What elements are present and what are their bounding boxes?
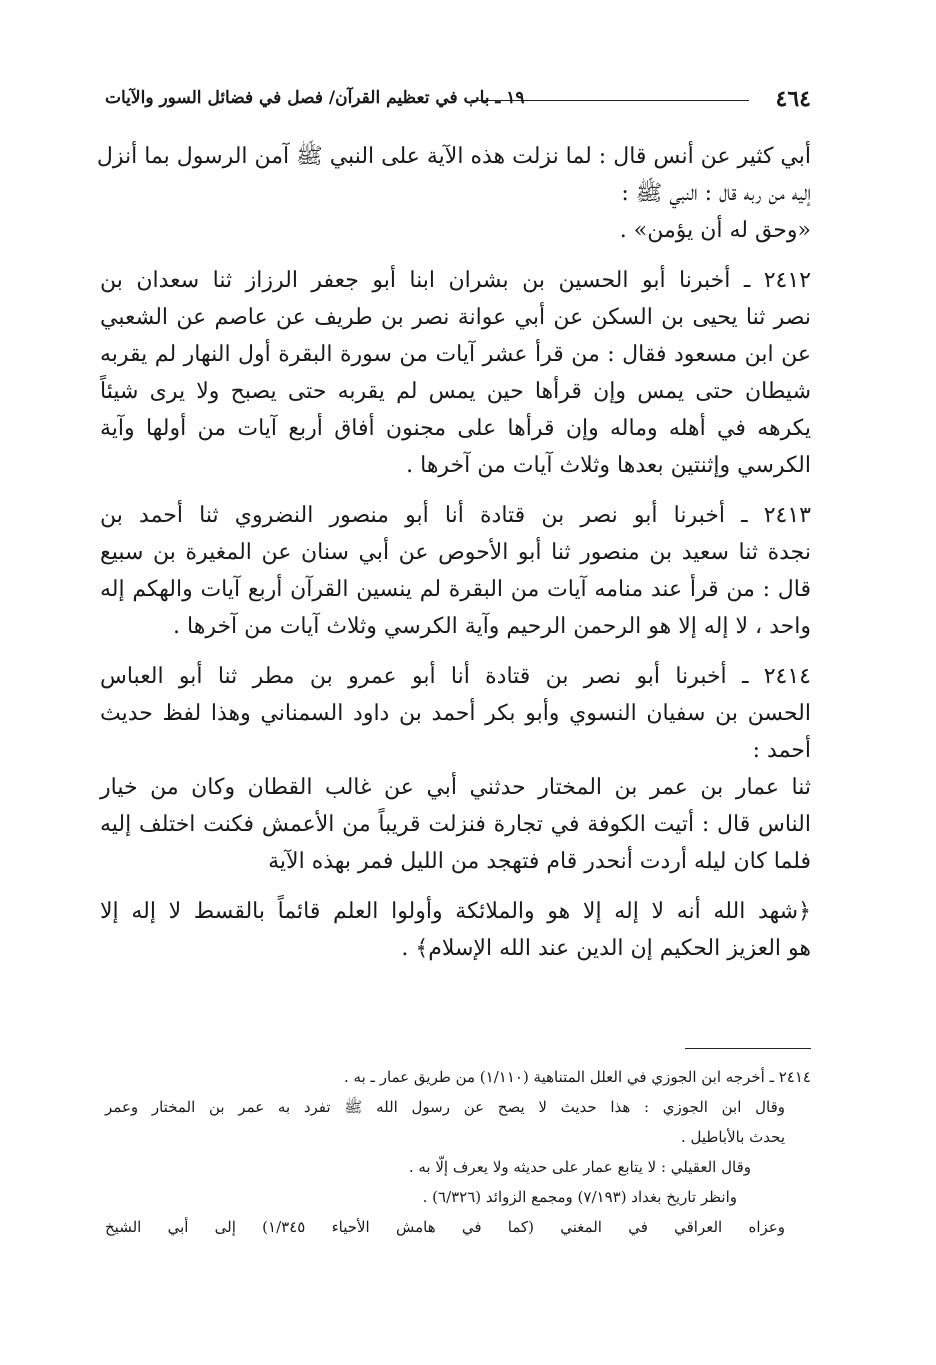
text-line: الكرسي وإثنتين بعدها وثلاث آيات من آخرها . bbox=[406, 453, 811, 478]
footnote-line: وقال العقيلي : لا يتابع عمار على حديثه ولا يعرف إلّا به . bbox=[408, 1158, 751, 1176]
text-line: ثنا عمار بن عمر بن المختار حدثني أبي عن غالب القطان وكان من خيار bbox=[100, 775, 811, 800]
text-line: يكرهه في أهله وماله وإن قرأها على مجنون أفاق أربع آيات من أولها وآية bbox=[100, 416, 811, 441]
quran-verse-line: ﴿شهد الله أنه لا إله إلا هو والملائكة وأولوا العلم قائماً بالقسط لا إله إلا bbox=[100, 899, 811, 924]
text-line: ٢٤١٢ ـ أخبرنا أبو الحسين بن بشران ابنا أبو جعفر الرزاز ثنا سعدان بن bbox=[100, 268, 811, 293]
text-line: شيطان حتى يمس وإن قرأها حين يمس لم يقربه حتى يصبح ولا يرى شيئاً bbox=[100, 379, 811, 404]
footnote-line: وعزاه العراقي في المغني (كما في هامش الأحياء ١/٣٤٥) إلى أبي الشيخ bbox=[105, 1218, 785, 1236]
text-line: نجدة ثنا سعيد بن منصور ثنا أبو الأحوص عن أبي سنان عن المغيرة بن سبيع bbox=[100, 540, 811, 565]
text-line: واحد ، لا إله إلا هو الرحمن الرحيم وآية الكرسي وثلاث آيات من آخرها . bbox=[173, 614, 811, 639]
text-line: الحسن بن سفيان النسوي وأبو بكر أحمد بن داود السمناني وهذا لفظ حديث bbox=[100, 701, 811, 726]
running-title: ١٩ ـ باب في تعظيم القرآن/ فصل في فضائل السور والآيات bbox=[105, 88, 525, 108]
text-line: فلما كان ليله أردت أنحدر قام فتهجد من الليل فمر بهذه الآية bbox=[268, 849, 811, 874]
quran-verse-line: هو العزيز الحكيم إن الدين عند الله الإسلام﴾ . bbox=[401, 936, 811, 961]
page-number: ٤٦٤ bbox=[775, 86, 811, 112]
footnote-line: يحدث بالأباطيل . bbox=[680, 1128, 785, 1146]
text-line: عن ابن مسعود فقال : من قرأ عشر آيات من سورة البقرة أول النهار لم يقربه bbox=[100, 342, 811, 367]
text-line: الناس قال : أتيت الكوفة في تجارة فنزلت قريباً من الأعمش فكنت اختلف إليه bbox=[100, 812, 811, 837]
text-line: ٢٤١٤ ـ أخبرنا أبو نصر بن قتادة أنا أبو عمرو بن مطر ثنا أبو العباس bbox=[100, 664, 811, 689]
footnote-rule bbox=[685, 1048, 811, 1049]
text-line: نصر ثنا يحيى بن السكن عن أبي عوانة نصر بن طريف عن عاصم عن الشعبي bbox=[100, 305, 811, 330]
page-header bbox=[105, 86, 811, 116]
text-line: إليه من ربه قال : النبي ﷺ : bbox=[621, 181, 811, 206]
footnotes bbox=[105, 1062, 811, 1242]
footnote-line: ٢٤١٤ ـ أخرجه ابن الجوزي في العلل المتناهية (١/١١٠) من طريق عمار ـ به . bbox=[344, 1068, 811, 1086]
text-line: «وحق له أن يؤمن» . bbox=[619, 218, 811, 243]
text-line: أبي كثير عن أنس قال : لما نزلت هذه الآية على النبي ﷺ آمن الرسول بما أنزل bbox=[96, 144, 811, 169]
text-line: ٢٤١٣ ـ أخبرنا أبو نصر بن قتادة أنا أبو منصور النضروي ثنا أحمد بن bbox=[100, 503, 811, 528]
footnote-line: وقال ابن الجوزي : هذا حديث لا يصح عن رسول الله ﷺ تفرد به عمر بن المختار وعمر bbox=[105, 1098, 785, 1116]
main-text bbox=[96, 138, 811, 967]
text-line: قال : من قرأ عند منامه آيات من البقرة لم ينسين القرآن أربع آيات والهكم إله bbox=[100, 577, 811, 602]
text-line: أحمد : bbox=[752, 738, 811, 763]
footnote-line: وانظر تاريخ بغداد (٧/١٩٣) ومجمع الزوائد (٦/٣٢٦) . bbox=[422, 1188, 737, 1206]
